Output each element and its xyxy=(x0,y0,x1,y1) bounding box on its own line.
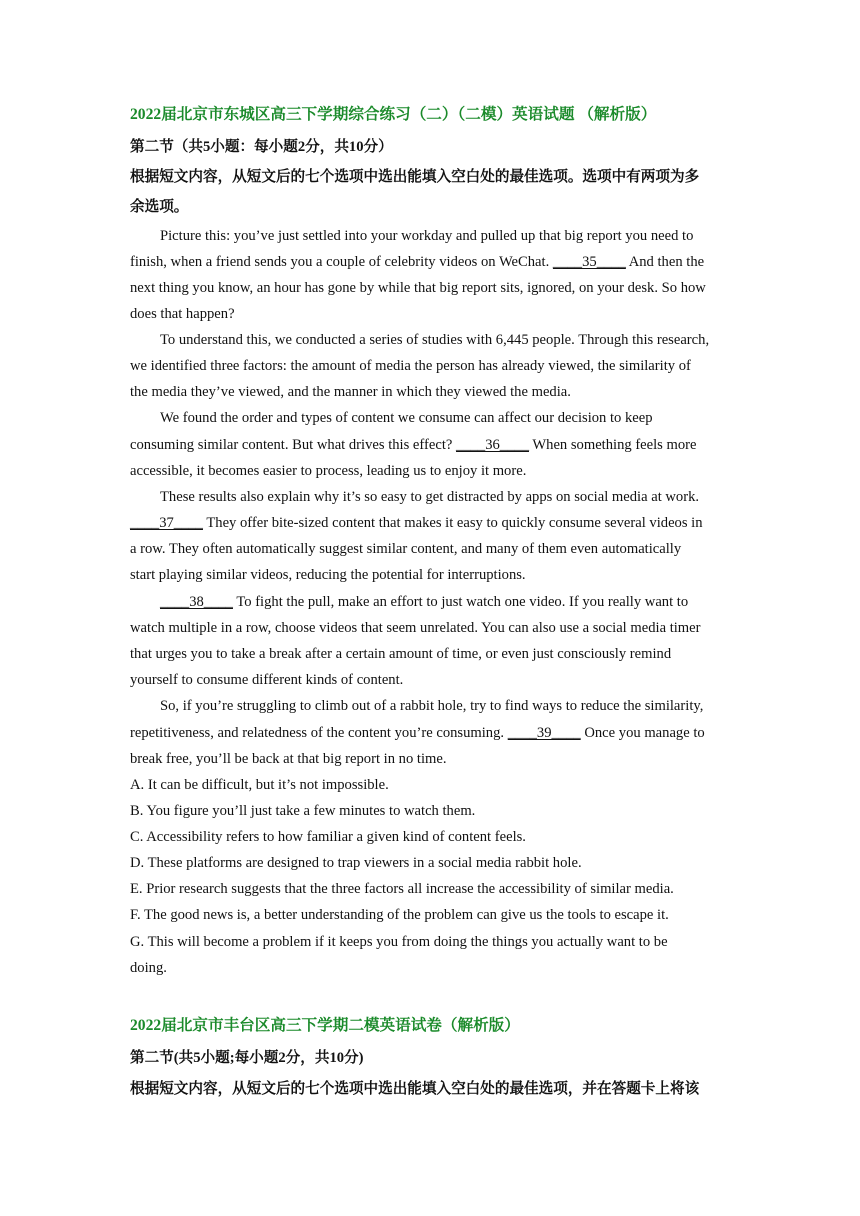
doc1-section-heading: 第二节（共5小题：每小题2分，共10分） xyxy=(130,139,393,155)
passage-line: next thing you know, an hour has gone by while that big report sits, ignored, on your desk. So how xyxy=(130,280,706,296)
doc2-section-heading: 第二节(共5小题;每小题2分，共10分) xyxy=(130,1050,364,1066)
blank-35: ____35____ xyxy=(552,254,626,270)
blank-39: ____39____ xyxy=(507,725,581,741)
passage-line: accessible, it becomes easier to process, leading us to enjoy it more. xyxy=(130,463,527,479)
doc1-title: 2022届北京市东城区高三下学期综合练习（二）（二模）英语试题 （解析版） xyxy=(130,106,657,123)
passage-line: yourself to consume different kinds of content. xyxy=(130,672,404,688)
passage-line xyxy=(130,723,705,743)
passage-line: To understand this, we conducted a series of studies with 6,445 people. Through this research, xyxy=(160,332,710,348)
passage-text: To fight the pull, make an effort to just watch one video. If you really want to xyxy=(232,594,689,610)
option-c: C. Accessibility refers to how familiar a given kind of content feels. xyxy=(130,829,526,845)
option-g: G. This will become a problem if it keeps you from doing the things you actually want to be xyxy=(130,934,668,950)
passage-text: repetitiveness, and relatedness of the content you’re consuming. xyxy=(130,725,505,741)
passage-text: finish, when a friend sends you a couple of celebrity videos on WeChat. xyxy=(130,254,550,270)
passage-line: the media they’ve viewed, and the manner in which they viewed the media. xyxy=(130,384,571,400)
doc2-instruction-line-1: 根据短文内容，从短文后的七个选项中选出能填入空白处的最佳选项，并在答题卡上将该 xyxy=(130,1081,700,1097)
blank-37: ____37____ xyxy=(130,515,203,531)
doc1-instruction-line-1: 根据短文内容，从短文后的七个选项中选出能填入空白处的最佳选项。选项中有两项为多 xyxy=(130,169,700,185)
option-g-continued: doing. xyxy=(130,960,167,976)
passage-line xyxy=(130,435,697,455)
passage-text: When something feels more xyxy=(528,437,697,453)
passage-text: consuming similar content. But what drives this effect? xyxy=(130,437,453,453)
passage-line: start playing similar videos, reducing the potential for interruptions. xyxy=(130,567,526,583)
passage-line: We found the order and types of content we consume can affect our decision to keep xyxy=(160,410,653,426)
passage-text: And then the xyxy=(625,254,705,270)
passage-line: does that happen? xyxy=(130,306,235,322)
passage-line xyxy=(160,592,688,612)
passage-line: Picture this: you’ve just settled into your workday and pulled up that big report you need to xyxy=(160,228,694,244)
blank-36: ____36____ xyxy=(456,437,529,453)
option-d: D. These platforms are designed to trap viewers in a social media rabbit hole. xyxy=(130,855,582,871)
option-b: B. You figure you’ll just take a few minutes to watch them. xyxy=(130,803,476,819)
passage-line: we identified three factors: the amount of media the person has already viewed, the similarity of xyxy=(130,358,691,374)
doc2-title: 2022届北京市丰台区高三下学期二模英语试卷（解析版） xyxy=(130,1017,520,1034)
passage-line: that urges you to take a break after a certain amount of time, or even just consciously remind xyxy=(130,646,672,662)
option-f: F. The good news is, a better understanding of the problem can give us the tools to escape it. xyxy=(130,907,669,923)
option-a: A. It can be difficult, but it’s not impossible. xyxy=(130,777,389,793)
passage-text: Once you manage to xyxy=(580,725,705,741)
passage-text: They offer bite-sized content that makes it easy to quickly consume several videos in xyxy=(202,515,703,531)
passage-line: These results also explain why it’s so easy to get distracted by apps on social media at work. xyxy=(160,489,700,505)
passage-line: a row. They often automatically suggest similar content, and many of them even automatically xyxy=(130,541,682,557)
passage-line: So, if you’re struggling to climb out of a rabbit hole, try to find ways to reduce the similarity, xyxy=(160,698,704,714)
passage-line xyxy=(130,252,704,272)
option-e: E. Prior research suggests that the three factors all increase the accessibility of similar media. xyxy=(130,881,674,897)
blank-38: ____38____ xyxy=(160,594,233,610)
passage-line: watch multiple in a row, choose videos that seem unrelated. You can also use a social media timer xyxy=(130,620,701,636)
passage-line xyxy=(130,513,703,533)
doc1-instruction-line-2: 余选项。 xyxy=(130,199,189,215)
passage-line: break free, you’ll be back at that big report in no time. xyxy=(130,751,447,767)
